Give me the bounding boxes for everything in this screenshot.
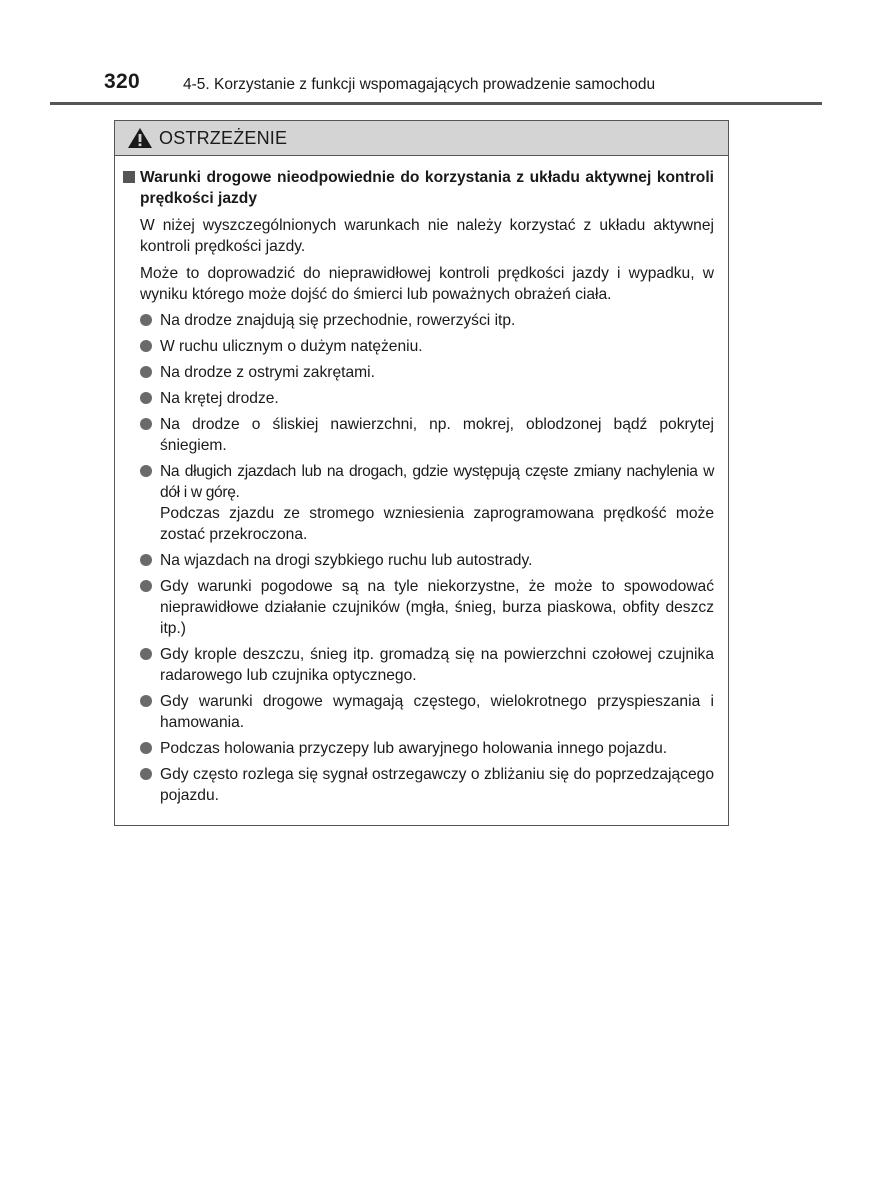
list-item (140, 764, 714, 806)
section-heading-text: Warunki drogowe nieodpowiednie do korzystania z układu aktywnej kontroli prędkości jazdy (140, 169, 714, 207)
list-item (140, 414, 714, 456)
list-item-text: Podczas holowania przyczepy lub awaryjnego holowania innego pojazdu. (160, 740, 668, 757)
list-item-subtext: Podczas zjazdu ze stromego wzniesienia zaprogramowana prędkość może zostać przekroczona. (160, 505, 714, 543)
list-item (140, 644, 714, 686)
section-heading (123, 167, 714, 209)
list-item-text: Na długich zjazdach lub na drogach, gdzie występują częste zmiany nachylenia w dół i w górę. (160, 463, 714, 501)
bullet-dot-icon (140, 768, 152, 780)
warning-triangle-icon (127, 127, 153, 149)
list-item (140, 691, 714, 733)
warning-box (114, 120, 729, 826)
page-header (50, 70, 822, 102)
conditions-list (140, 310, 714, 806)
list-item (140, 461, 714, 545)
bullet-dot-icon (140, 314, 152, 326)
bullet-dot-icon (140, 648, 152, 660)
list-item-text: Na drodze z ostrymi zakrętami. (160, 364, 375, 381)
bullet-dot-icon (140, 340, 152, 352)
bullet-dot-icon (140, 366, 152, 378)
list-item (140, 738, 714, 759)
bullet-dot-icon (140, 580, 152, 592)
bullet-dot-icon (140, 695, 152, 707)
paragraph: W niżej wyszczególnionych warunkach nie należy korzystać z układu aktywnej kontroli prędkości jazdy. (140, 217, 714, 255)
list-item-text: Na krętej drodze. (160, 390, 279, 407)
warning-title: OSTRZEŻENIE (159, 127, 288, 148)
list-item-text: Gdy warunki drogowe wymagają częstego, wielokrotnego przyspieszania i hamowania. (160, 693, 714, 731)
list-item-text: Gdy krople deszczu, śnieg itp. gromadzą się na powierzchni czołowej czujnika radarowego lub czujnika optycznego. (160, 646, 714, 684)
warning-header (115, 121, 728, 156)
chapter-title: 4-5. Korzystanie z funkcji wspomagających prowadzenie samochodu (183, 76, 656, 93)
square-bullet-icon (123, 171, 135, 183)
list-item (140, 336, 714, 357)
bullet-dot-icon (140, 418, 152, 430)
list-item-text: Na drodze znajdują się przechodnie, rowerzyści itp. (160, 312, 516, 329)
list-item (140, 388, 714, 409)
list-item-text: Na wjazdach na drogi szybkiego ruchu lub autostrady. (160, 552, 533, 569)
list-item-text: W ruchu ulicznym o dużym natężeniu. (160, 338, 423, 355)
page-number: 320 (104, 70, 140, 93)
bullet-dot-icon (140, 742, 152, 754)
list-item-text: Gdy często rozlega się sygnał ostrzegawczy o zbliżaniu się do poprzedzającego pojazdu. (160, 766, 714, 804)
paragraph: Może to doprowadzić do nieprawidłowej kontroli prędkości jazdy i wypadku, w wyniku którego może dojść do śmierci lub poważnych obrażeń ciała. (140, 265, 714, 303)
list-item (140, 550, 714, 571)
header-divider (50, 102, 822, 105)
bullet-dot-icon (140, 465, 152, 477)
list-item-text: Na drodze o śliskiej nawierzchni, np. mokrej, oblodzonej bądź pokrytej śniegiem. (160, 416, 714, 454)
bullet-dot-icon (140, 554, 152, 566)
list-item (140, 576, 714, 639)
warning-body (115, 156, 728, 806)
list-item (140, 362, 714, 383)
list-item (140, 310, 714, 331)
bullet-dot-icon (140, 392, 152, 404)
list-item-text: Gdy warunki pogodowe są na tyle niekorzystne, że może to spowodować nieprawidłowe działanie czujników (mgła, śnieg, burza piaskowa, obfity deszcz itp.) (160, 578, 714, 637)
